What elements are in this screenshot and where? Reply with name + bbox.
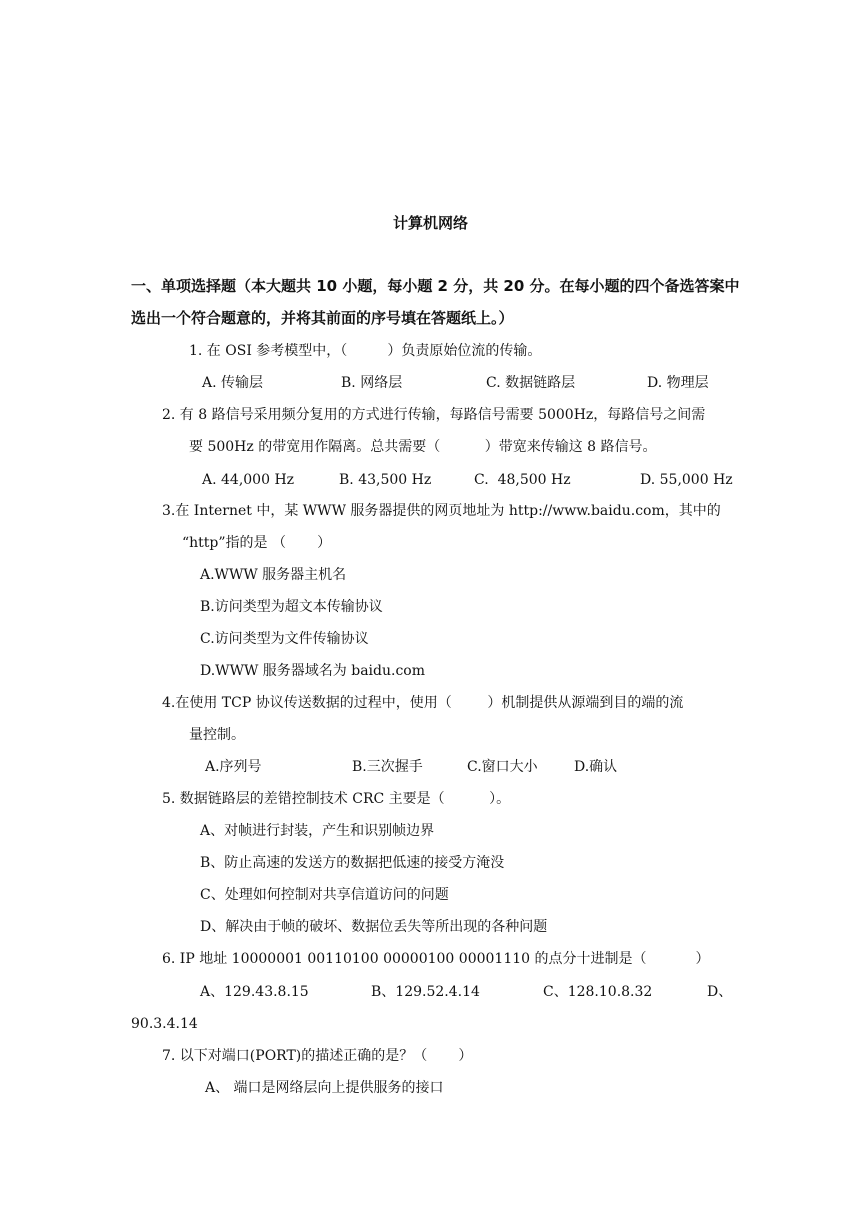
question-1-option-a: A. 传输层: [202, 375, 264, 391]
question-4-option-a: A.序列号: [205, 759, 262, 775]
question-2-option-c: C. 48,500 Hz: [474, 472, 571, 488]
question-3-option-c: C.访问类型为文件传输协议: [200, 631, 369, 647]
question-5-option-b: B、防止高速的发送方的数据把低速的接受方淹没: [200, 855, 505, 871]
question-5-stem: 5. 数据链路层的差错控制技术 CRC 主要是（ ）。: [162, 791, 511, 807]
question-6-option-d: D、: [707, 984, 733, 1000]
question-6-option-c: C、128.10.8.32: [543, 984, 653, 1000]
question-4-option-b: B.三次握手: [352, 759, 423, 775]
question-6-stem: 6. IP 地址 10000001 00110100 00000100 00001110 的点分十进制是（ ）: [162, 951, 710, 967]
question-4-option-d: D.确认: [574, 759, 618, 775]
question-6-option-a: A、129.43.8.15: [200, 984, 309, 1000]
question-3-option-b: B.访问类型为超文本传输协议: [200, 599, 383, 615]
question-5-option-a: A、对帧进行封装，产生和识别帧边界: [200, 823, 435, 839]
question-7-stem: 7. 以下对端口(PORT)的描述正确的是？（ ）: [162, 1048, 473, 1064]
question-2-option-d: D. 55,000 Hz: [640, 472, 733, 488]
question-4-stem-line-1: 4.在使用 TCP 协议传送数据的过程中，使用（ ）机制提供从源端到目的端的流: [162, 695, 684, 711]
question-2-option-a: A. 44,000 Hz: [202, 472, 295, 488]
question-2-stem-line-2: 要 500Hz 的带宽用作隔离。总共需要（ ）带宽来传输这 8 路信号。: [189, 439, 657, 455]
question-3-option-a: A.WWW 服务器主机名: [200, 567, 347, 583]
question-1-stem: 1. 在 OSI 参考模型中，（ ）负责原始位流的传输。: [189, 343, 542, 359]
question-4-stem-line-2: 量控制。: [189, 727, 245, 743]
question-2-stem-line-1: 2. 有 8 路信号采用频分复用的方式进行传输，每路信号需要 5000Hz，每路信号之间需: [162, 407, 706, 423]
question-6-option-d-continued: 90.3.4.14: [131, 1016, 198, 1032]
question-3-stem-line-2: “http”指的是 （ ）: [182, 535, 332, 551]
section-heading-line-2: 选出一个符合题意的，并将其前面的序号填在答题纸上。）: [131, 309, 514, 327]
question-6-option-b: B、129.52.4.14: [371, 984, 480, 1000]
question-3-option-d: D.WWW 服务器域名为 baidu.com: [200, 663, 426, 679]
question-1-option-b: B. 网络层: [341, 375, 403, 391]
section-heading-line-1: 一、单项选择题（本大题共 10 小题，每小题 2 分，共 20 分。在每小题的四个备选答案中: [131, 277, 740, 295]
question-4-option-c: C.窗口大小: [467, 759, 538, 775]
question-1-option-c: C. 数据链路层: [486, 375, 576, 391]
document-title: 计算机网络: [393, 214, 469, 232]
question-1-option-d: D. 物理层: [647, 375, 709, 391]
question-5-option-c: C、处理如何控制对共享信道访问的问题: [200, 887, 449, 903]
question-2-option-b: B. 43,500 Hz: [339, 472, 432, 488]
question-5-option-d: D、解决由于帧的破坏、数据位丢失等所出现的各种问题: [200, 919, 548, 935]
question-3-stem-line-1: 3.在 Internet 中，某 WWW 服务器提供的网页地址为 http://www.baidu.com，其中的: [162, 503, 721, 519]
question-7-option-a: A、 端口是网络层向上提供服务的接口: [205, 1080, 444, 1096]
